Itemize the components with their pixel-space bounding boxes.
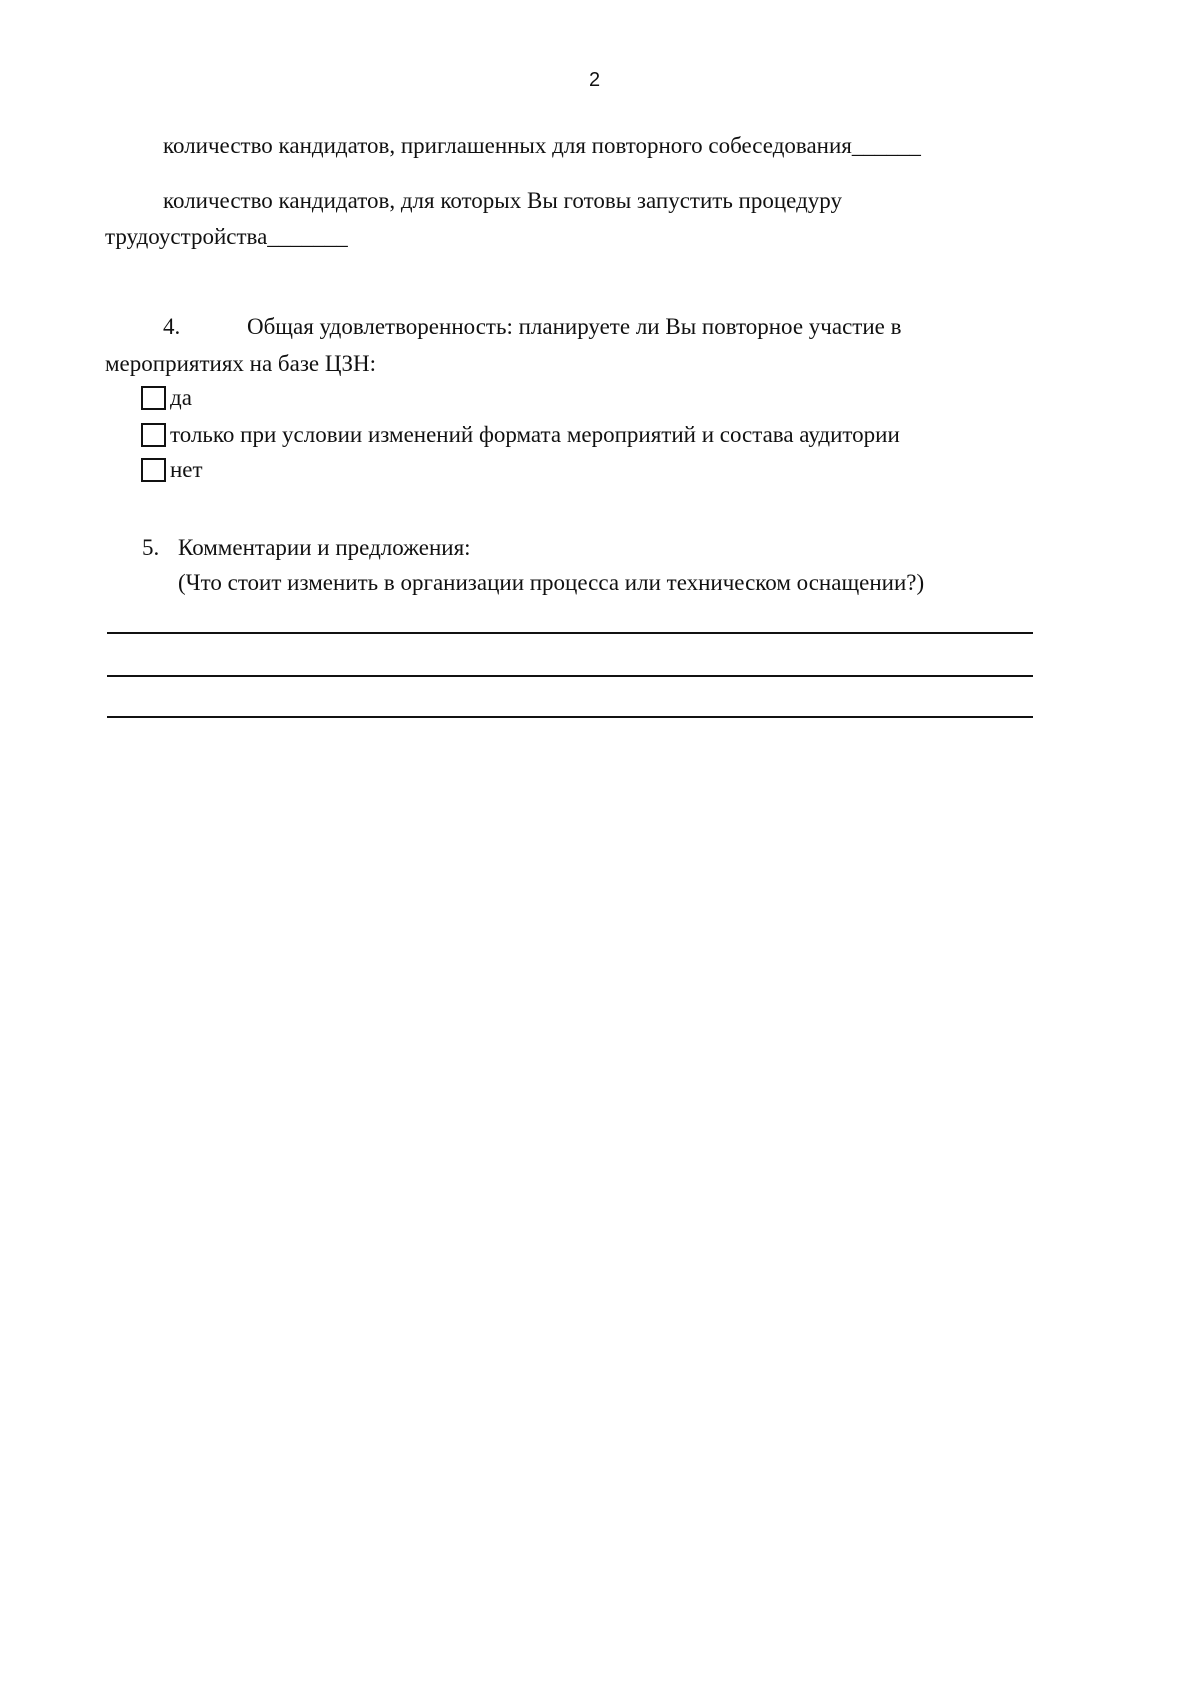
option-no[interactable]: [141, 456, 203, 484]
option-yes-label: да: [170, 385, 192, 410]
question-5-number: 5.: [142, 535, 160, 560]
option-yes[interactable]: [141, 384, 192, 412]
page-number: 2: [589, 69, 601, 91]
checkbox-yes[interactable]: [141, 386, 166, 410]
question-5-title: Комментарии и предложения:: [178, 535, 471, 560]
checkbox-no[interactable]: [141, 458, 166, 482]
answer-line[interactable]: [107, 632, 1033, 634]
option-conditional[interactable]: [141, 421, 900, 449]
question-5-hint: (Что стоит изменить в организации процесса или техническом оснащении?): [178, 570, 925, 595]
question-4-text-line1: Общая удовлетворенность: планируете ли Вы повторное участие в: [247, 314, 902, 339]
question-4-text-line2: мероприятиях на базе ЦЗН:: [105, 351, 377, 376]
question-4-number: 4.: [163, 314, 181, 339]
employment-count-field-line2: трудоустройства_______: [105, 224, 348, 249]
answer-line[interactable]: [107, 716, 1033, 718]
option-no-label: нет: [170, 457, 203, 482]
employment-count-field-line1: количество кандидатов, для которых Вы готовы запустить процедуру: [163, 188, 842, 213]
checkbox-conditional[interactable]: [141, 423, 166, 447]
answer-line[interactable]: [107, 675, 1033, 677]
reinterview-count-field: количество кандидатов, приглашенных для повторного собеседования______: [163, 133, 921, 158]
option-conditional-label: только при условии изменений формата мероприятий и состава аудитории: [170, 422, 900, 447]
